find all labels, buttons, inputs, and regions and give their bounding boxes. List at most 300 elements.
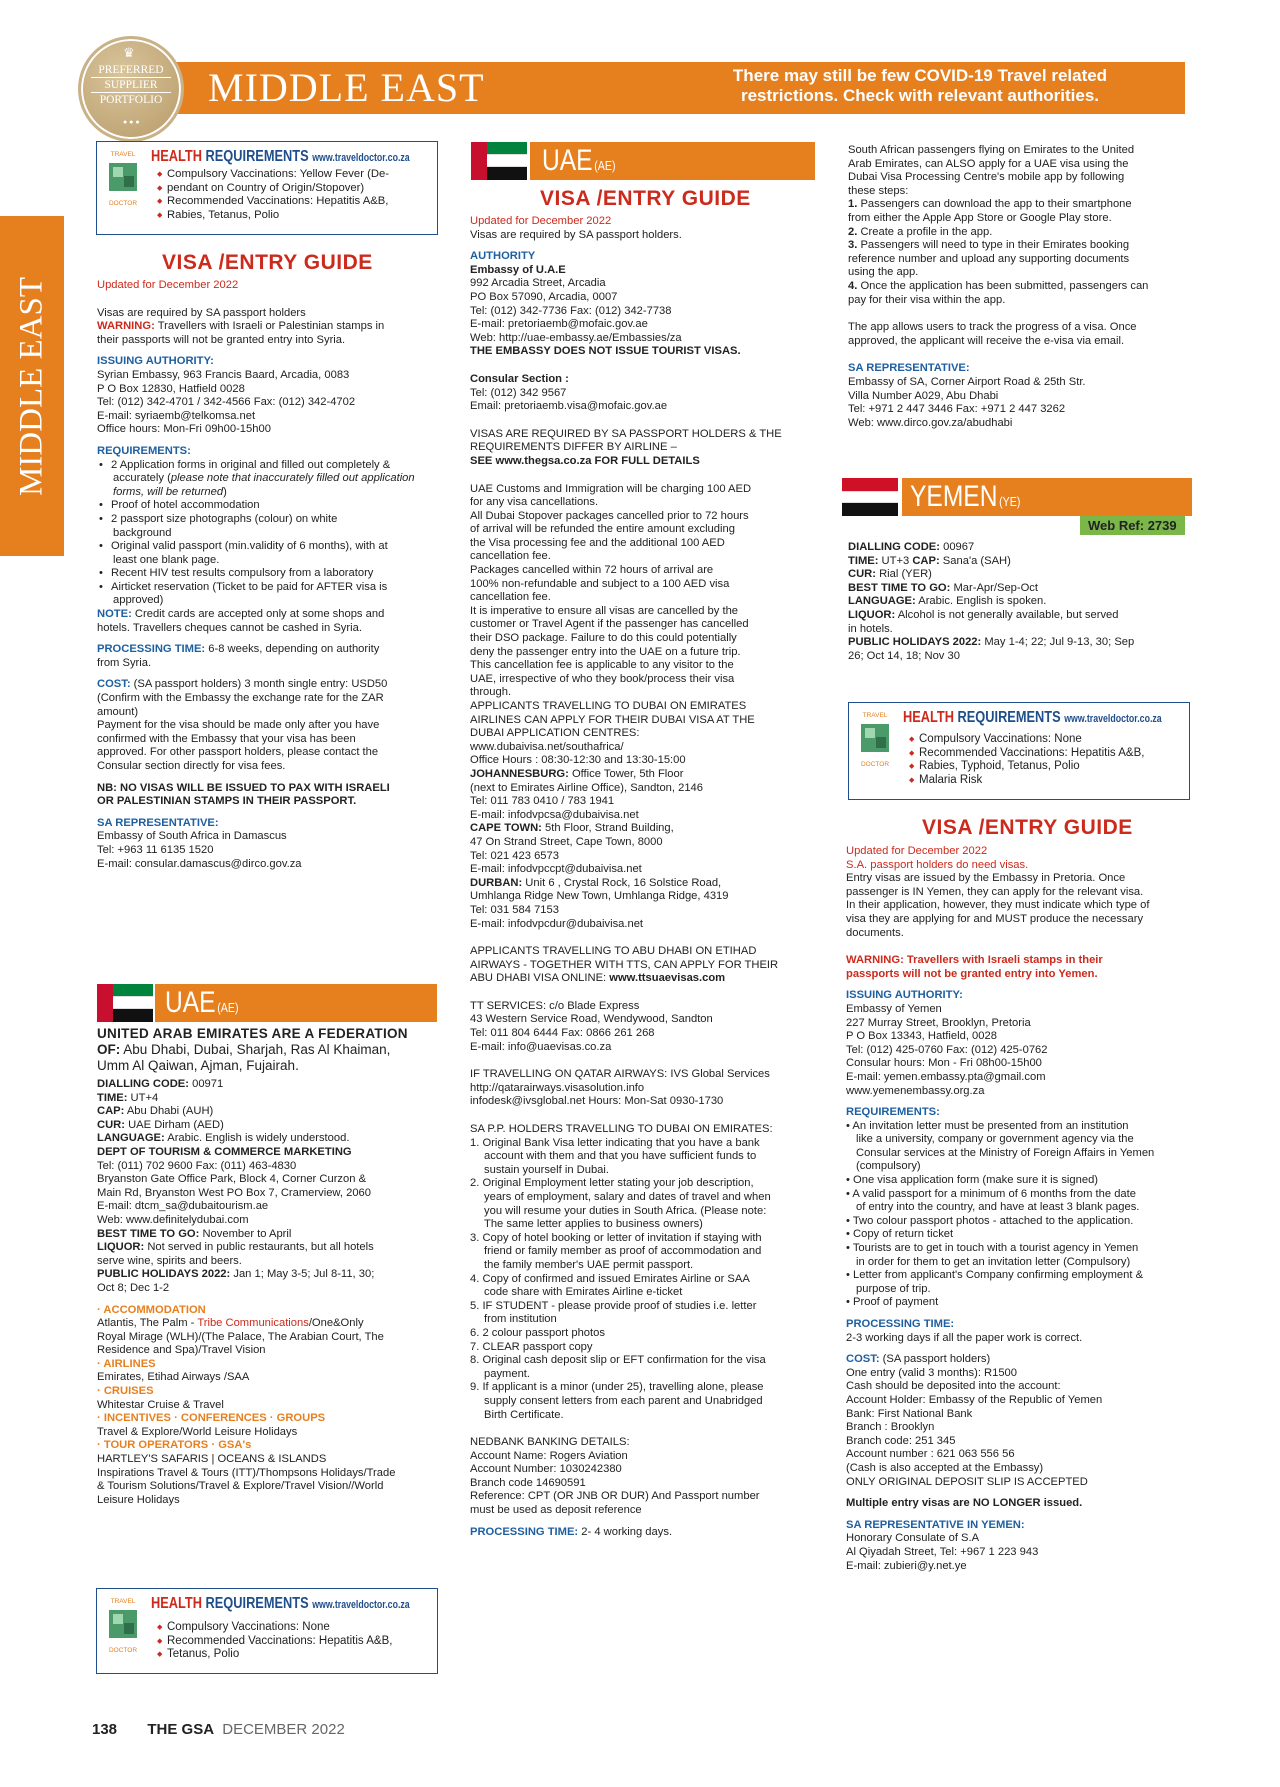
travel-doctor-icon xyxy=(105,149,141,219)
text-line: Web: www.dirco.gov.za/abudhabi xyxy=(848,416,1013,429)
text-line: E-mail: infodvpccpt@dubaivisa.net xyxy=(470,863,642,876)
yemen-info-section xyxy=(848,541,1193,663)
health-item-cont: ◆ pendant on Country of Origin/Stopover) xyxy=(157,182,389,196)
visa-entry-heading-uae: VISA /ENTRY GUIDE xyxy=(540,187,751,210)
numbered-item: 5. IF STUDENT - please provide proof of studies i.e. letter xyxy=(470,1299,757,1312)
text-line: Cash should be deposited into the account: xyxy=(846,1380,1061,1393)
text-line: 3. Passengers will need to type in their Emirates booking xyxy=(848,239,1130,252)
numbered-item: 9. If applicant is a minor (under 25), travelling alone, please xyxy=(470,1381,764,1394)
uae-visa-section xyxy=(470,215,815,1539)
health-item: ◆ Compulsory Vaccinations: Yellow Fever (De- xyxy=(157,168,389,182)
seal-text: PORTFOLIO xyxy=(99,94,163,106)
numbered-item-cont: account with them and that you have sufficient funds to xyxy=(484,1150,757,1163)
text-line: must be used as deposit reference xyxy=(470,1504,642,1517)
text-line: Tel: (012) 425-0760 Fax: (012) 425-0762 xyxy=(846,1043,1048,1056)
text-line: (next to Emirates Airline Office), Sandton, 2146 xyxy=(470,781,703,794)
text-line: approved, the applicant will receive the e-visa via email. xyxy=(848,334,1125,347)
text-line: Arab Emirates, can ALSO apply for a UAE visa using the xyxy=(848,157,1129,170)
health-items xyxy=(909,733,1144,787)
text-line: South African passengers flying on Emirates to the United xyxy=(848,144,1135,156)
text-line: HARTLEY'S SAFARIS | OCEANS & ISLANDS xyxy=(97,1453,327,1466)
travel-doctor-icon xyxy=(105,1596,141,1666)
numbered-item-cont: Birth Certificate. xyxy=(484,1408,564,1421)
text-line: 2-3 working days if all the paper work is correct. xyxy=(846,1331,1083,1344)
text-line: Tel: (012) 342-4701 / 342-4566 Fax: (012) 342-4702 xyxy=(97,396,356,409)
text-line: amount) xyxy=(97,705,139,718)
text-line: AIRLINES CAN APPLY FOR THEIR DUBAI VISA AT THE xyxy=(470,713,755,726)
numbered-item-cont: friend or family member as proof of accommodation and xyxy=(484,1245,762,1258)
text-line: Whitestar Cruise & Travel xyxy=(97,1398,224,1411)
text-line: Bank: First National Bank xyxy=(846,1407,973,1420)
text-line: 26; Oct 14, 18; Nov 30 xyxy=(848,649,960,662)
list-item: • Two colour passport photos - attached to the application. xyxy=(846,1215,1191,1229)
uae-flag-icon xyxy=(471,142,527,180)
text-line: Embassy of South Africa in Damascus xyxy=(97,830,287,843)
text-line: E-mail: consular.damascus@dirco.gov.za xyxy=(97,857,302,870)
text-line: COST: (SA passport holders) 3 month single entry: USD50 xyxy=(97,678,388,691)
text-line: Web: www.definitelydubai.com xyxy=(97,1213,249,1226)
warning-line: WARNING: Travellers with Israeli stamps in their xyxy=(846,954,1103,967)
syria-section xyxy=(97,279,437,871)
updated-label: Updated for December 2022 xyxy=(97,279,239,291)
text-line: Consular hours: Mon - Fri 08h00-15h00 xyxy=(846,1057,1042,1070)
country-bar-yemen xyxy=(902,478,1192,516)
text-line: Account Holder: Embassy of the Republic of Yemen xyxy=(846,1393,1103,1406)
numbered-item: 8. Original cash deposit slip or EFT confirmation for the visa xyxy=(470,1354,766,1367)
text-line: passenger is IN Yemen, they can apply for the relevant visa. xyxy=(846,885,1144,898)
health-item: ◆ Compulsory Vaccinations: None xyxy=(157,1621,392,1635)
text-line: Umhlanga Ridge New Town, Umhlanga Ridge, 4319 xyxy=(470,890,729,903)
text-line: from Syria. xyxy=(97,656,152,669)
text-line: OF: Abu Dhabi, Dubai, Sharjah, Ras Al Khaiman, xyxy=(97,1042,391,1057)
list-item: • Recent HIV test results compulsory from a laboratory xyxy=(97,567,437,581)
list-item-cont: like a university, company or government agency via the xyxy=(856,1133,1134,1146)
health-item: ◆ Recommended Vaccinations: Hepatitis A&B, xyxy=(157,195,389,209)
health-item-cont: ◆ Tetanus, Polio xyxy=(157,1648,392,1662)
text-line: 47 On Strand Street, Cape Town, 8000 xyxy=(470,835,663,848)
text-line: Tel: 011 804 6444 Fax: 0866 261 268 xyxy=(470,1027,655,1040)
text-line: confirmed with the Embassy that your visa has been xyxy=(97,732,356,745)
text-line: OR PALESTINIAN STAMPS IN THEIR PASSPORT. xyxy=(97,795,357,808)
text-line: APPLICANTS TRAVELLING TO DUBAI ON EMIRATES xyxy=(470,700,747,712)
text-line: E-mail: dtcm_sa@dubaitourism.ae xyxy=(97,1200,269,1213)
yemen-visa-section xyxy=(846,845,1191,1573)
text-line: CAP: Abu Dhabi (AUH) xyxy=(97,1105,214,1118)
text-line: WARNING: Travellers with Israeli or Palestinian stamps in xyxy=(97,320,385,333)
text-line: PUBLIC HOLIDAYS 2022: Jan 1; May 3-5; Jul 8-11, 30; xyxy=(97,1268,375,1281)
text-line: Office Hours : 08:30-12:30 and 13:30-15:00 xyxy=(470,754,686,767)
health-item-cont: ◆ Rabies, Tetanus, Polio xyxy=(157,209,389,223)
text-line: In their application, however, they must indicate which type of xyxy=(846,899,1150,912)
numbered-item-cont: supply consent letters from each parent and Unabridged xyxy=(484,1394,763,1407)
list-item: • One visa application form (make sure it is signed) xyxy=(846,1174,1191,1188)
text-line: Tel: (011) 702 9600 Fax: (011) 463-4830 xyxy=(97,1159,297,1172)
text-line: NOTE: Credit cards are accepted only at some shops and xyxy=(97,608,385,621)
text-line: CUR: UAE Dirham (AED) xyxy=(97,1118,224,1131)
text-line: Embassy of SA, Corner Airport Road & 25th Str. xyxy=(848,375,1086,388)
health-item: ◆ Recommended Vaccinations: Hepatitis A&B, xyxy=(157,1635,392,1649)
warning-line: passports will not be granted entry into Yemen. xyxy=(846,967,1098,980)
text-line: NEDBANK BANKING DETAILS: xyxy=(470,1436,630,1449)
text-line: S.A. passport holders do need visas. xyxy=(846,858,1029,871)
list-item: • Copy of return ticket xyxy=(846,1228,1191,1242)
numbered-item: 2. Original Employment letter stating your job description, xyxy=(470,1177,754,1190)
text-line: Account Name: Rogers Aviation xyxy=(470,1449,628,1462)
text-line: hotels. Travellers cheques cannot be cashed in Syria. xyxy=(97,621,362,634)
svg-text:DOCTOR: DOCTOR xyxy=(860,761,890,768)
text-line: serve wine, spirits and beers. xyxy=(97,1254,242,1267)
text-line: customer or Travel Agent if the passenger has cancelled xyxy=(470,618,749,631)
text-line: cancellation fee. xyxy=(470,550,551,563)
country-name: UAE (AE) xyxy=(165,986,239,1019)
region-title: MIDDLE EAST xyxy=(208,65,485,110)
numbered-item-cont: the family member's UAE permit passport. xyxy=(484,1258,694,1271)
text-line: E-mail: infodvpcdur@dubaivisa.net xyxy=(470,917,644,930)
health-requirements-box-yemen xyxy=(848,702,1190,800)
text-line: in hotels. xyxy=(848,622,893,635)
numbered-item: 3. Copy of hotel booking or letter of invitation if staying with xyxy=(470,1231,762,1244)
text-line: Multiple entry visas are NO LONGER issued. xyxy=(846,1497,1083,1510)
requirements-label: REQUIREMENTS: xyxy=(97,444,191,457)
text-line: LANGUAGE: Arabic. English is spoken. xyxy=(848,595,1047,608)
text-line: Consular section directly for visa fees. xyxy=(97,760,286,772)
health-title: HEALTH REQUIREMENTS www.traveldoctor.co.za xyxy=(151,1595,410,1612)
text-line: Visas are required by SA passport holders xyxy=(97,306,306,319)
list-item: • Letter from applicant's Company confirming employment & xyxy=(846,1269,1191,1283)
health-items xyxy=(157,1621,392,1662)
text-line: Residence and Spa)/Travel Vision xyxy=(97,1344,266,1357)
text-line: Honorary Consulate of S.A xyxy=(846,1532,980,1545)
text-line: Inspirations Travel & Tours (ITT)/Thompsons Holidays/Trade xyxy=(97,1466,396,1479)
text-line: SEE www.thegsa.co.za FOR FULL DETAILS xyxy=(470,454,700,467)
footer xyxy=(92,1721,345,1738)
text-line: THE EMBASSY DOES NOT ISSUE TOURIST VISAS. xyxy=(470,345,741,358)
text-line: these steps: xyxy=(848,184,909,197)
side-tab xyxy=(0,216,64,556)
text-line: www.dubaivisa.net/southafrica/ xyxy=(470,740,624,753)
text-line: UAE Customs and Immigration will be charging 100 AED xyxy=(470,482,752,495)
text-line: Syrian Embassy, 963 Francis Baard, Arcadia, 0083 xyxy=(97,368,350,381)
visa-entry-heading-yemen: VISA /ENTRY GUIDE xyxy=(922,816,1133,839)
text-line: ABU DHABI VISA ONLINE: www.ttsuaevisas.com xyxy=(470,972,726,985)
text-line: reference number and upload any supporting documents xyxy=(848,252,1130,265)
text-line: Tel: 011 783 0410 / 783 1941 xyxy=(470,795,615,808)
text-line: Al Qiyadah Street, Tel: +967 1 223 943 xyxy=(846,1545,1039,1558)
list-item-cont: Consular services at the Ministry of Foreign Affairs in Yemen xyxy=(856,1146,1155,1159)
list-item: • A valid passport for a minimum of 6 months from the date xyxy=(846,1188,1191,1202)
text-line: E-mail: yemen.embassy.pta@gmail.com xyxy=(846,1070,1046,1083)
visa-entry-heading-syria: VISA /ENTRY GUIDE xyxy=(162,251,373,274)
text-line: E-mail: info@uaevisas.co.za xyxy=(470,1040,612,1053)
text-line: COST: (SA passport holders) xyxy=(846,1353,991,1366)
list-item: • Proof of hotel accommodation xyxy=(97,499,437,513)
text-line: Tel: +971 2 447 3446 Fax: +971 2 447 3262 xyxy=(848,403,1066,416)
category-heading: · TOUR OPERATORS · GSA's xyxy=(97,1439,252,1452)
side-tab-label: MIDDLE EAST xyxy=(13,276,50,497)
category-heading: · ACCOMMODATION xyxy=(97,1303,206,1316)
text-line: E-mail: infodvpcsa@dubaivisa.net xyxy=(470,808,639,821)
text-line: LANGUAGE: Arabic. English is widely understood. xyxy=(97,1132,350,1145)
numbered-item-cont: years of employment, salary and dates of travel and when xyxy=(484,1191,771,1203)
text-line: Entry visas are issued by the Embassy in Pretoria. Once xyxy=(846,872,1126,885)
text-line: Embassy of U.A.E xyxy=(470,263,566,276)
text-line: TT SERVICES: c/o Blade Express xyxy=(470,999,640,1012)
magazine-name: THE GSA xyxy=(147,1721,215,1738)
country-name: YEMEN (YE) xyxy=(910,480,1021,513)
seal-text: PREFERRED xyxy=(98,64,164,76)
page-number: 138 xyxy=(92,1721,118,1738)
text-line: The app allows users to track the progress of a visa. Once xyxy=(848,321,1137,334)
text-line: 1. Passengers can download the app to their smartphone xyxy=(848,198,1132,211)
health-item-cont: ◆ Rabies, Typhoid, Tetanus, Polio xyxy=(909,760,1144,774)
list-item: • Original valid passport (min.validity of 6 months), with at xyxy=(97,540,437,554)
text-line: UAE, irrespective of who they book/process their visa xyxy=(470,672,735,685)
text-line: pay for their visa within the app. xyxy=(848,293,1006,306)
text-line: BEST TIME TO GO: November to April xyxy=(97,1227,292,1240)
text-line: E-mail: zubieri@y.net.ye xyxy=(846,1559,967,1572)
text-line: through. xyxy=(470,686,512,699)
text-line: PROCESSING TIME: 6-8 weeks, depending on authority xyxy=(97,643,380,656)
country-bar-uae xyxy=(155,984,437,1022)
health-items xyxy=(157,168,389,222)
text-line: LIQUOR: Alcohol is not generally available, but served xyxy=(848,608,1119,621)
text-line: Reference: CPT (OR JNB OR DUR) And Passport number xyxy=(470,1490,760,1503)
numbered-item-cont: code share with Emirates Airline e-ticket xyxy=(484,1286,683,1299)
text-line: Dubai Visa Processing Centre's mobile app by following xyxy=(848,171,1125,184)
text-line: Account number : 621 063 556 56 xyxy=(846,1448,1015,1461)
text-line: JOHANNESBURG: Office Tower, 5th Floor xyxy=(470,767,684,780)
list-item-cont: approved) xyxy=(113,594,164,607)
health-requirements-box-syria xyxy=(96,141,438,235)
text-line: Tel: (012) 342 9567 xyxy=(470,386,567,399)
text-line: Tel: 021 423 6573 xyxy=(470,849,559,862)
text-line: P O Box 13343, Hatfield, 0028 xyxy=(846,1030,997,1043)
text-line: DIALLING CODE: 00967 xyxy=(848,541,975,553)
list-item: • Airticket reservation (Ticket to be paid for AFTER visa is xyxy=(97,581,437,595)
text-line: Oct 8; Dec 1-2 xyxy=(97,1281,170,1294)
seal-crown-icon: ♛ xyxy=(123,45,135,60)
text-line: visa they are applying for and MUST produce the necessary xyxy=(846,912,1144,925)
travel-doctor-icon xyxy=(857,710,893,780)
numbered-item-cont: The same letter applies to business owners) xyxy=(484,1218,703,1231)
list-item: • Proof of payment xyxy=(846,1296,1191,1310)
numbered-item: 6. 2 colour passport photos xyxy=(470,1326,605,1339)
text-line: REQUIREMENTS DIFFER BY AIRLINE – xyxy=(470,441,677,454)
text-line: 43 Western Service Road, Wendywood, Sandton xyxy=(470,1013,713,1026)
updated-label: Updated for December 2022 xyxy=(846,845,988,857)
text-line: cancellation fee. xyxy=(470,591,551,604)
list-item-cont: forms, will be returned) xyxy=(113,485,227,498)
text-line: Bryanston Gate Office Park, Block 4, Corner Curzon & xyxy=(97,1173,367,1186)
sa-representative-label: SA REPRESENTATIVE IN YEMEN: xyxy=(846,1518,1025,1531)
text-line: infodesk@ivsglobal.net Hours: Mon-Sat 0930-1730 xyxy=(470,1095,724,1108)
text-line: Office hours: Mon-Fri 09h00-15h00 xyxy=(97,423,271,436)
text-line: Atlantis, The Palm - Tribe Communications/One&Only xyxy=(97,1317,364,1330)
text-line: Villa Number A029, Abu Dhabi xyxy=(848,389,999,402)
text-line: Account Number: 1030242380 xyxy=(470,1463,622,1476)
authority-label: AUTHORITY xyxy=(470,250,536,263)
text-line: LIQUOR: Not served in public restaurants, but all hotels xyxy=(97,1241,374,1254)
list-item-cont: purpose of trip. xyxy=(856,1282,931,1295)
text-line: PROCESSING TIME: 2- 4 working days. xyxy=(470,1525,673,1538)
text-line: Leisure Holidays xyxy=(97,1493,180,1506)
health-title: HEALTH REQUIREMENTS www.traveldoctor.co.za xyxy=(151,148,410,165)
text-line: Web: http://uae-embassy.ae/Embassies/za xyxy=(470,331,682,344)
health-requirements-box-uae xyxy=(96,1588,438,1674)
text-line: It is imperative to ensure all visas are cancelled by the xyxy=(470,604,739,617)
list-item: • 2 passport size photographs (colour) on white xyxy=(97,513,437,527)
text-line: approved. For other passport holders, please contact the xyxy=(97,746,379,759)
covid-notice xyxy=(680,66,1160,106)
text-line: the Visa processing fee and the additional 100 AED xyxy=(470,536,725,549)
category-heading: · AIRLINES xyxy=(97,1357,156,1370)
list-item-cont: least one blank page. xyxy=(113,553,220,566)
seal-text: SUPPLIER xyxy=(91,77,171,93)
text-line: Tel: +963 11 6135 1520 xyxy=(97,843,214,856)
category-heading: · CRUISES xyxy=(97,1385,154,1398)
text-line: IF TRAVELLING ON QATAR AIRWAYS: IVS Global Services xyxy=(470,1068,770,1081)
text-line: Main Rd, Bryanston West PO Box 7, Cramerview, 2060 xyxy=(97,1186,371,1199)
text-line: Email: pretoriaemb.visa@mofaic.gov.ae xyxy=(470,400,668,413)
issuing-authority-label: ISSUING AUTHORITY: xyxy=(846,989,963,1002)
text-line: TIME: UT+4 xyxy=(97,1091,159,1104)
health-title: HEALTH REQUIREMENTS www.traveldoctor.co.za xyxy=(903,709,1162,726)
text-line: http://qatarairways.visasolution.info xyxy=(470,1081,645,1094)
processing-time-label: PROCESSING TIME: xyxy=(846,1318,955,1330)
text-line: CAPE TOWN: 5th Floor, Strand Building, xyxy=(470,822,674,835)
uae-app-section xyxy=(848,144,1193,430)
svg-text:TRAVEL: TRAVEL xyxy=(110,151,136,158)
numbered-item: 4. Copy of confirmed and issued Emirates Airline or SAA xyxy=(470,1272,750,1285)
text-line: VISAS ARE REQUIRED BY SA PASSPORT HOLDERS & THE xyxy=(470,427,782,440)
text-line: SA P.P. HOLDERS TRAVELLING TO DUBAI ON EMIRATES: xyxy=(470,1123,773,1136)
text-line: Embassy of Yemen xyxy=(846,1002,942,1015)
text-line: ONLY ORIGINAL DEPOSIT SLIP IS ACCEPTED xyxy=(846,1475,1088,1488)
text-line: & Tourism Solutions/Travel & Explore/Travel Vision//World xyxy=(97,1480,384,1493)
text-line: DUBAI APPLICATION CENTRES: xyxy=(470,727,640,740)
text-line: their passports will not be granted entry into Syria. xyxy=(97,333,346,346)
text-line: Emirates, Etihad Airways /SAA xyxy=(97,1371,250,1384)
list-item: • Tourists are to get in touch with a tourist agency in Yemen xyxy=(846,1242,1191,1256)
text-line: Tel: (012) 342-7736 Fax: (012) 342-7738 xyxy=(470,304,672,317)
text-line: using the app. xyxy=(848,266,919,279)
text-line: PO Box 57090, Arcadia, 0007 xyxy=(470,290,618,303)
text-line: This cancellation fee is applicable to any visitor to the xyxy=(470,659,734,672)
text-line: E-mail: pretoriaemb@mofaic.gov.ae xyxy=(470,318,648,331)
health-item: ◆ Malaria Risk xyxy=(909,774,1144,788)
list-item-cont: (compulsory) xyxy=(856,1160,921,1173)
text-line: P O Box 12830, Hatfield 0028 xyxy=(97,382,245,395)
requirements-label: REQUIREMENTS: xyxy=(846,1106,940,1119)
text-line: Umm Al Qaiwan, Ajman, Fujairah. xyxy=(97,1058,299,1073)
text-line: UNITED ARAB EMIRATES ARE A FEDERATION xyxy=(97,1026,408,1041)
text-line: (Cash is also accepted at the Embassy) xyxy=(846,1461,1044,1474)
covid-notice-line: restrictions. Check with relevant authorities. xyxy=(740,86,1100,105)
country-bar-uae xyxy=(530,142,815,180)
numbered-item-cont: you will resume your duties in South Africa. (Please note: xyxy=(484,1204,767,1217)
text-line: BEST TIME TO GO: Mar-Apr/Sep-Oct xyxy=(848,581,1039,594)
numbered-item: 1. Original Bank Visa letter indicating that you have a bank xyxy=(470,1136,760,1149)
text-line: deny the passenger entry into the UAE on a future trip. xyxy=(470,645,741,658)
health-item: ◆ Recommended Vaccinations: Hepatitis A&B, xyxy=(909,747,1144,761)
text-line: Packages cancelled within 72 hours of arrival are xyxy=(470,564,714,577)
text-line: Visas are required by SA passport holders. xyxy=(470,228,682,241)
list-item-cont: in order for them to get an invitation letter (Compulsory) xyxy=(856,1255,1131,1268)
text-line: One entry (valid 3 months): R1500 xyxy=(846,1366,1018,1379)
text-line: Branch code 14690591 xyxy=(470,1476,586,1489)
text-line: AIRWAYS - TOGETHER WITH TTS, CAN APPLY FOR THEIR xyxy=(470,958,779,971)
text-line: CUR: Rial (YER) xyxy=(848,568,932,581)
uae-info-section xyxy=(97,1026,437,1507)
text-line: www.yemenembassy.org.za xyxy=(846,1084,985,1097)
text-line: E-mail: syriaemb@telkomsa.net xyxy=(97,409,256,422)
text-line: All Dubai Stopover packages cancelled prior to 72 hours xyxy=(470,509,749,522)
covid-notice-line: There may still be few COVID-19 Travel related xyxy=(732,66,1108,85)
text-line: Branch : Brooklyn xyxy=(846,1421,935,1434)
text-line: Travel & Explore/World Leisure Holidays xyxy=(97,1425,298,1438)
seal-stars: ● ● ● xyxy=(123,119,140,126)
text-line: DEPT OF TOURISM & COMMERCE MARKETING xyxy=(97,1145,352,1158)
text-line: (Confirm with the Embassy the exchange rate for the ZAR xyxy=(97,692,384,705)
text-line: 227 Murray Street, Brooklyn, Pretoria xyxy=(846,1016,1031,1029)
issuing-authority-label: ISSUING AUTHORITY: xyxy=(97,355,214,368)
list-item: • 2 Application forms in original and filled out completely & xyxy=(97,459,437,473)
category-heading: · INCENTIVES · CONFERENCES · GROUPS xyxy=(97,1412,326,1425)
svg-text:TRAVEL: TRAVEL xyxy=(110,1598,136,1605)
text-line: DURBAN: Unit 6 , Crystal Rock, 16 Solstice Road, xyxy=(470,876,722,889)
text-line: PUBLIC HOLIDAYS 2022: May 1-4; 22; Jul 9-13, 30; Sep xyxy=(848,636,1135,649)
list-item: • An invitation letter must be presented from an institution xyxy=(846,1120,1191,1134)
text-line: for any visa cancellations. xyxy=(470,496,599,509)
text-line: TIME: UT+3 CAP: Sana'a (SAH) xyxy=(848,554,1011,567)
list-item-cont: accurately (please note that inaccurately filled out application xyxy=(113,472,415,485)
text-line: 2. Create a profile in the app. xyxy=(848,225,993,238)
preferred-supplier-seal xyxy=(78,36,184,142)
issue-date: DECEMBER 2022 xyxy=(222,1721,345,1738)
numbered-item-cont: sustain yourself in Dubai. xyxy=(484,1163,609,1176)
svg-text:TRAVEL: TRAVEL xyxy=(862,712,888,719)
numbered-item-cont: payment. xyxy=(484,1367,531,1380)
text-line: Royal Mirage (WLH)/(The Palace, The Arabian Court, The xyxy=(97,1330,384,1343)
yemen-flag-icon xyxy=(842,478,898,516)
text-line: Tel: 031 584 7153 xyxy=(470,903,559,916)
consular-section-label: Consular Section : xyxy=(470,372,569,385)
text-line: documents. xyxy=(846,926,904,939)
web-ref-badge: Web Ref: 2739 xyxy=(1080,516,1185,535)
health-item: ◆ Compulsory Vaccinations: None xyxy=(909,733,1144,747)
updated-label: Updated for December 2022 xyxy=(470,215,612,227)
numbered-item-cont: from institution xyxy=(484,1313,557,1326)
list-item-cont: background xyxy=(113,526,172,539)
text-line: 100% non-refundable and subject to a 100 AED visa xyxy=(470,577,730,590)
text-line: APPLICANTS TRAVELLING TO ABU DHABI ON ETIHAD xyxy=(470,945,757,958)
text-line: from either the Apple App Store or Google Play store. xyxy=(848,211,1112,224)
list-item-cont: of entry into the country, and have at least 3 blank pages. xyxy=(856,1201,1140,1214)
text-line: their DSO package. Failure to do this could potentially xyxy=(470,632,737,645)
text-line: Branch code: 251 345 xyxy=(846,1434,956,1447)
text-line: NB: NO VISAS WILL BE ISSUED TO PAX WITH ISRAELI xyxy=(97,781,390,794)
sa-representative-label: SA REPRESENTATIVE: xyxy=(97,816,219,829)
sa-representative-label: SA REPRESENTATIVE: xyxy=(848,362,970,375)
uae-flag-icon xyxy=(97,984,153,1022)
country-name: UAE (AE) xyxy=(542,144,616,177)
text-line: of arrival will be refunded the entire amount excluding xyxy=(470,523,735,536)
text-line: Payment for the visa should be made only after you have xyxy=(97,719,380,732)
text-line: 992 Arcadia Street, Arcadia xyxy=(470,277,606,290)
svg-text:DOCTOR: DOCTOR xyxy=(108,1647,138,1654)
text-line: DIALLING CODE: 00971 xyxy=(97,1078,224,1090)
numbered-item: 7. CLEAR passport copy xyxy=(470,1340,593,1353)
